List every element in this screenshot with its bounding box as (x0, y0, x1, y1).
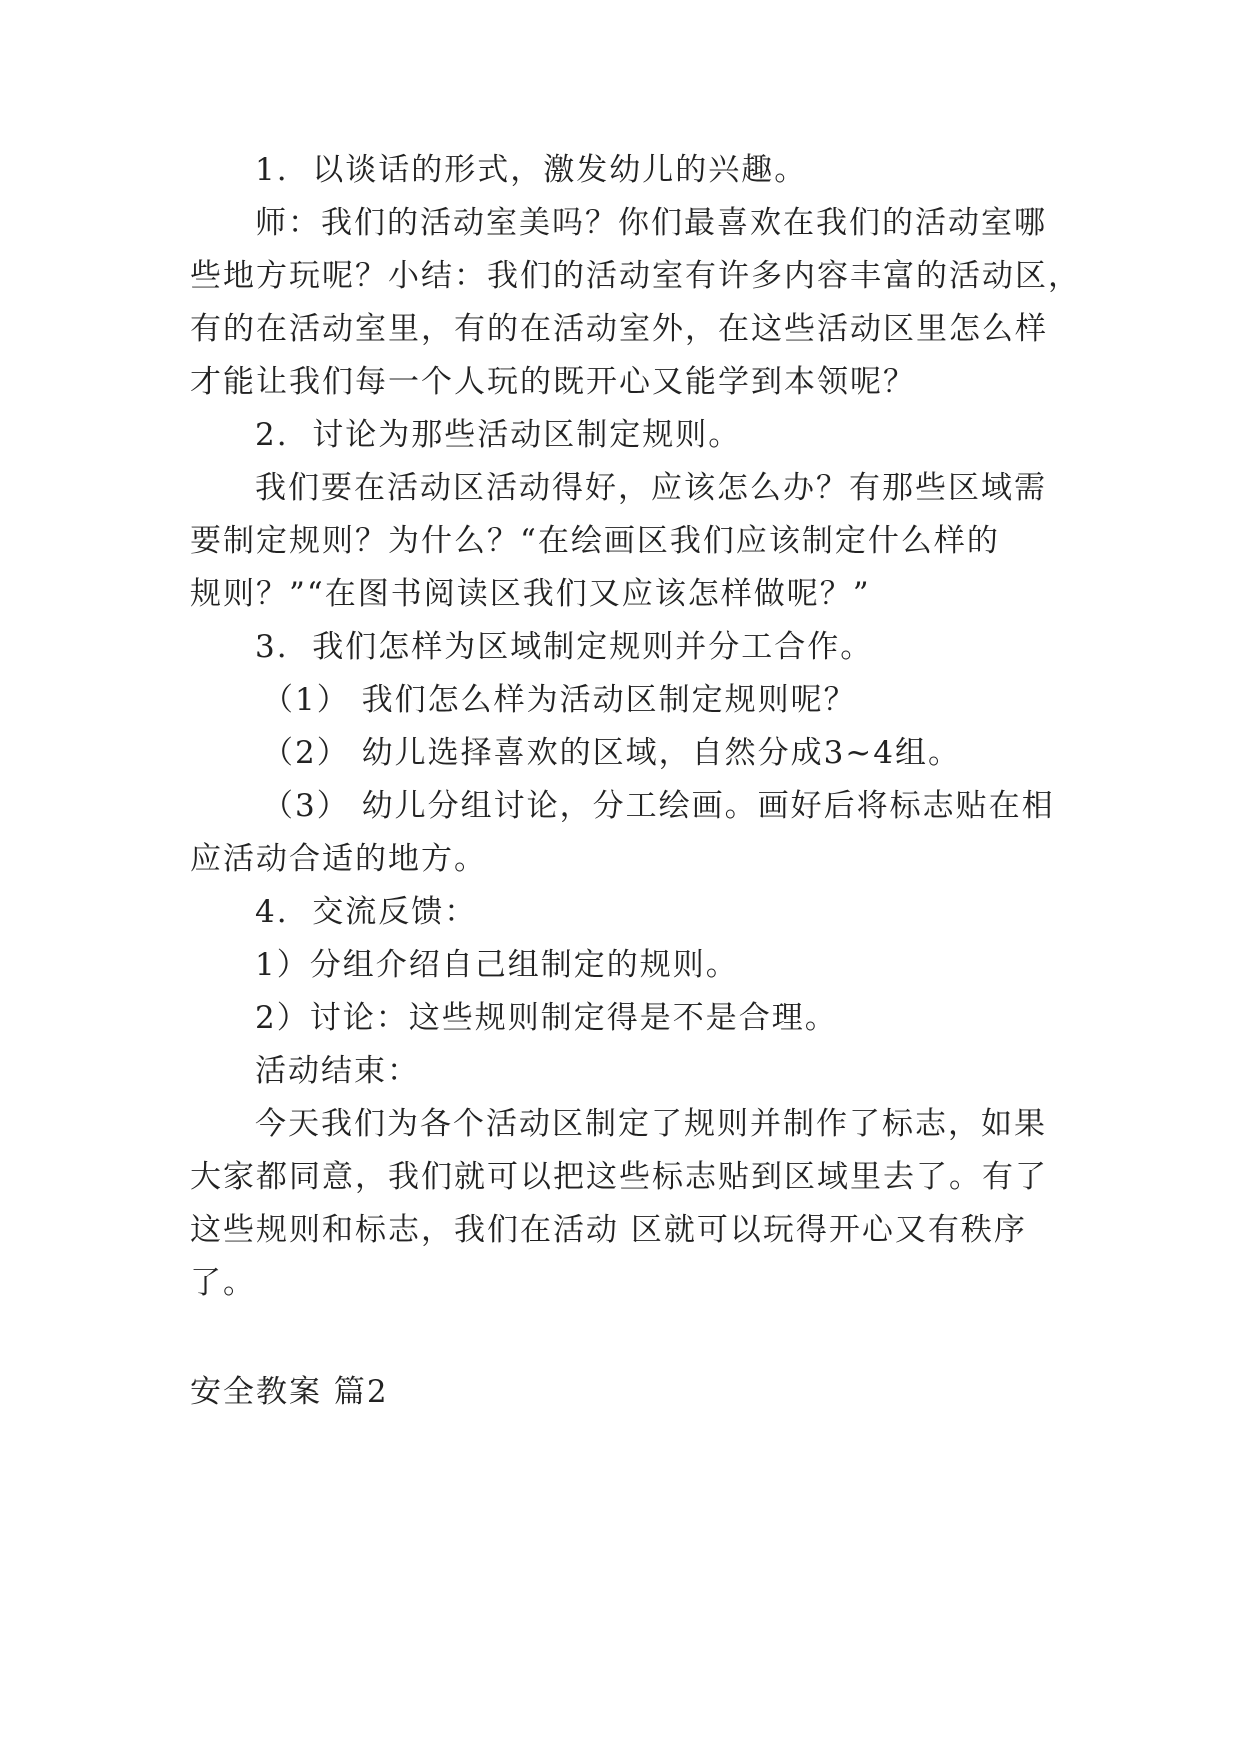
section-title: 安全教案 篇2 (190, 1374, 389, 1410)
activity-end-heading: 活动结束： (255, 1053, 420, 1089)
paragraph-line: 师：我们的活动室美吗？你们最喜欢在我们的活动室哪 (255, 205, 1047, 241)
step-4-heading: 4. 交流反馈： (255, 894, 478, 930)
paragraph-line: 些地方玩呢？小结：我们的活动室有许多内容丰富的活动区， (190, 258, 1081, 294)
feedback-item-1: 1）分组介绍自己组制定的规则。 (255, 947, 739, 983)
paragraph-line: 要制定规则？为什么？“在绘画区我们应该制定什么样的 (190, 523, 1000, 559)
sub-step-2: （2） 幼儿选择喜欢的区域，自然分成3~4组。 (262, 735, 961, 771)
feedback-item-2: 2）讨论：这些规则制定得是不是合理。 (255, 1000, 838, 1036)
sub-step-3: （3） 幼儿分组讨论，分工绘画。画好后将标志贴在相 (262, 788, 1055, 824)
paragraph-line: 规则？”“在图书阅读区我们又应该怎样做呢？” (190, 576, 871, 612)
paragraph-line: 今天我们为各个活动区制定了规则并制作了标志，如果 (255, 1106, 1047, 1142)
step-1-heading: 1. 以谈话的形式，激发幼儿的兴趣。 (255, 152, 808, 188)
paragraph-line: 才能让我们每一个人玩的既开心又能学到本领呢？ (190, 364, 916, 400)
sub-step-1: （1） 我们怎么样为活动区制定规则呢？ (262, 682, 857, 718)
paragraph-line: 了。 (190, 1265, 256, 1301)
paragraph-line: 大家都同意，我们就可以把这些标志贴到区域里去了。有了 (190, 1159, 1048, 1195)
paragraph-line: 有的在活动室里，有的在活动室外，在这些活动区里怎么样 (190, 311, 1048, 347)
paragraph-line: 这些规则和标志，我们在活动 区就可以玩得开心又有秩序 (190, 1212, 1027, 1248)
paragraph-line: 我们要在活动区活动得好，应该怎么办？有那些区域需 (255, 470, 1047, 506)
paragraph-line: 应活动合适的地方。 (190, 841, 487, 877)
step-2-heading: 2. 讨论为那些活动区制定规则。 (255, 417, 742, 453)
step-3-heading: 3. 我们怎样为区域制定规则并分工合作。 (255, 629, 874, 665)
